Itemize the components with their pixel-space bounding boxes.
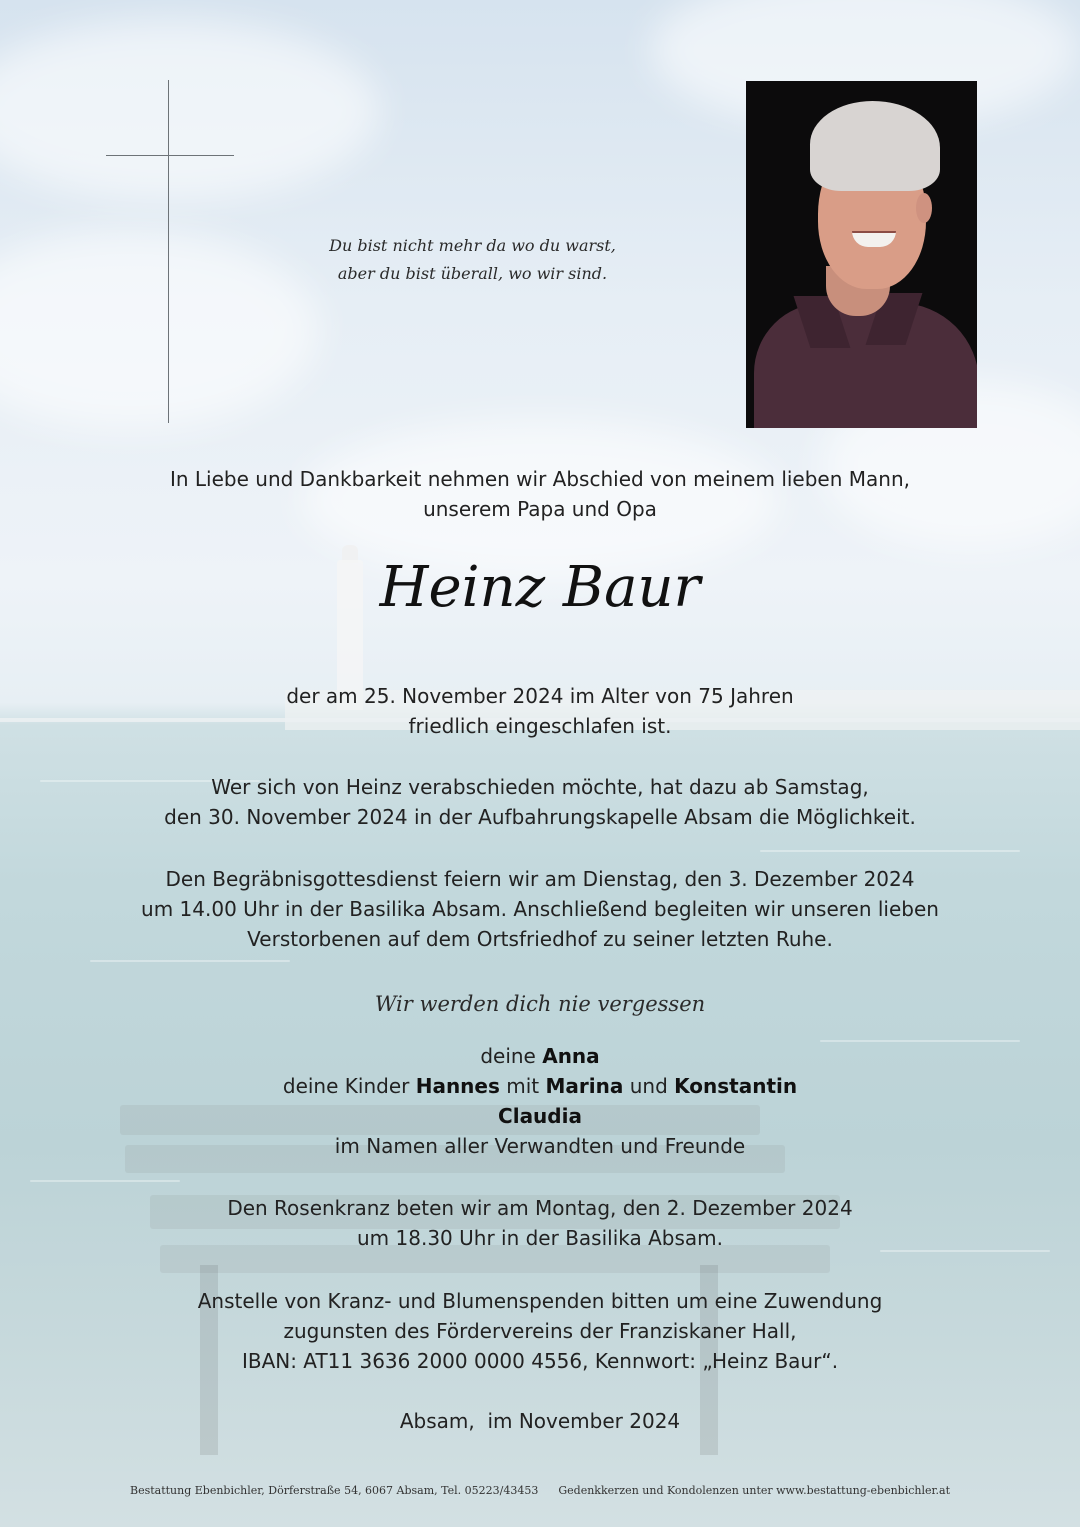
donation-line: zugunsten des Fördervereins der Franziskaner Hall, — [283, 1319, 797, 1343]
mourner-line — [0, 1071, 1080, 1101]
wave — [760, 850, 1020, 852]
place-date: Absam, im November 2024 — [399, 1409, 681, 1433]
memorial-verse — [300, 232, 645, 288]
condolence-info: Gedenkkerzen und Kondolenzen unter www.bestattung-ebenbichler.at — [558, 1484, 951, 1497]
rosary-line: um 18.30 Uhr in der Basilika Absam. — [357, 1226, 723, 1250]
intro-line: unserem Papa und Opa — [423, 497, 657, 521]
donation-info — [0, 1286, 1080, 1376]
portrait-photo — [746, 81, 977, 428]
mourner-line — [0, 1101, 1080, 1131]
donation-line: IBAN: AT11 3636 2000 0000 4556, Kennwort: „Heinz Baur“. — [241, 1349, 839, 1373]
portrait-shirt — [754, 303, 977, 428]
rosary-info — [0, 1193, 1080, 1253]
portrait-ear — [916, 193, 932, 223]
cloud — [0, 230, 320, 430]
funeral-line: Den Begräbnisgottesdienst feiern wir am Dienstag, den 3. Dezember 2024 — [165, 867, 915, 891]
mourner-child: Konstantin — [674, 1074, 798, 1098]
verse-line: Du bist nicht mehr da wo du warst, — [329, 236, 616, 255]
mourner-line: im Namen aller Verwandten und Freunde — [334, 1134, 746, 1158]
mourner-text: mit — [499, 1074, 546, 1098]
closing-phrase: Wir werden dich nie vergessen — [374, 992, 706, 1016]
wave — [90, 960, 290, 962]
mourner-text: und — [623, 1074, 675, 1098]
mourner-child: Claudia — [498, 1104, 582, 1128]
intro-text — [0, 464, 1080, 524]
death-info — [0, 681, 1080, 741]
funeral-line: um 14.00 Uhr in der Basilika Absam. Anschließend begleiten wir unseren lieben — [141, 897, 939, 921]
intro-line: In Liebe und Dankbarkeit nehmen wir Abschied von meinem lieben Mann, — [169, 467, 910, 491]
portrait-hair — [810, 101, 940, 191]
death-info-line: der am 25. November 2024 im Alter von 75 Jahren — [286, 684, 794, 708]
mourner-child: Hannes — [415, 1074, 500, 1098]
funeral-info — [0, 864, 1080, 954]
mourner-line — [0, 1041, 1080, 1071]
verse-line: aber du bist überall, wo wir sind. — [337, 264, 608, 283]
mourner-text: deine — [480, 1044, 543, 1068]
cloud — [0, 20, 380, 200]
undertaker-contact: Bestattung Ebenbichler, Dörferstraße 54, 6067 Absam, Tel. 05223/43453 — [129, 1484, 539, 1497]
cross-icon-bar — [106, 155, 234, 156]
deceased-name: Heinz Baur — [379, 555, 701, 620]
viewing-info — [0, 772, 1080, 832]
mourner-wife: Anna — [542, 1044, 600, 1068]
mourner-text: deine Kinder — [282, 1074, 416, 1098]
cross-icon — [168, 80, 169, 423]
funeral-line: Verstorbenen auf dem Ortsfriedhof zu seiner letzten Ruhe. — [247, 927, 833, 951]
mourners-list — [0, 1041, 1080, 1161]
footer — [0, 1484, 1080, 1497]
viewing-line: den 30. November 2024 in der Aufbahrungskapelle Absam die Möglichkeit. — [164, 805, 916, 829]
donation-line: Anstelle von Kranz- und Blumenspenden bitten um eine Zuwendung — [197, 1289, 883, 1313]
rosary-line: Den Rosenkranz beten wir am Montag, den 2. Dezember 2024 — [227, 1196, 853, 1220]
death-info-line: friedlich eingeschlafen ist. — [408, 714, 672, 738]
wave — [30, 1180, 180, 1182]
mourner-partner: Marina — [545, 1074, 624, 1098]
viewing-line: Wer sich von Heinz verabschieden möchte, hat dazu ab Samstag, — [211, 775, 869, 799]
